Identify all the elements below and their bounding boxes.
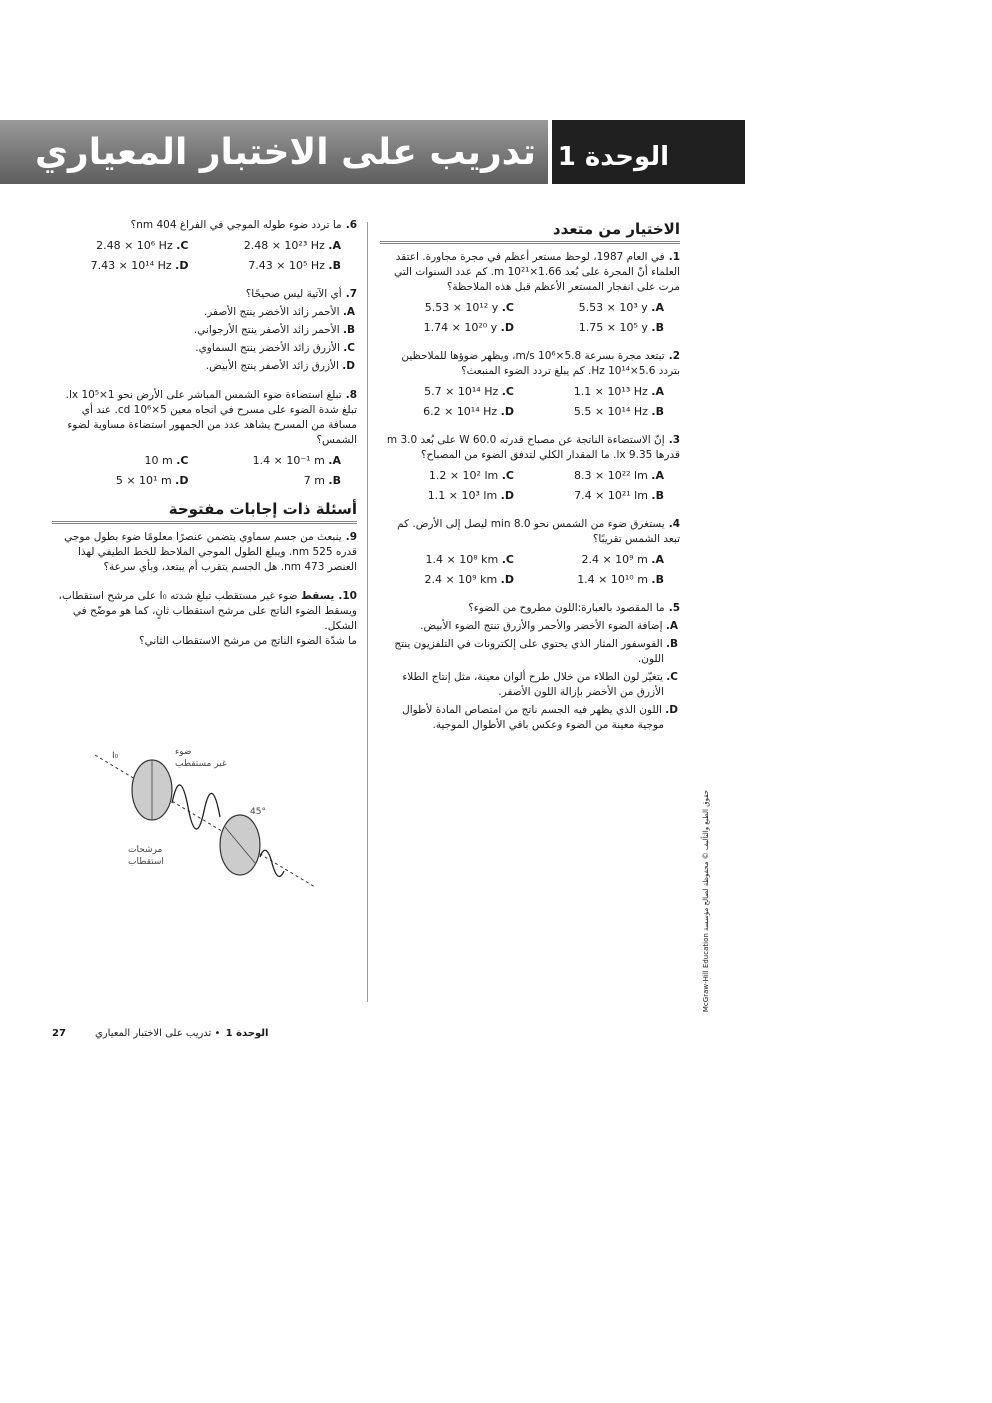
question-3 — [380, 433, 680, 503]
question-text: أي الآتية ليس صحيحًا؟ — [245, 288, 342, 300]
option-a[interactable]: A. 8.3 × 10²² lm — [574, 469, 664, 482]
option-b[interactable]: B. الفوسفور المثار الذي يحتوي على إلكترونات في التلفزيون ينتج اللون. — [394, 638, 678, 665]
option-d[interactable]: D. 2.4 × 10⁹ km — [424, 573, 514, 586]
option-c[interactable]: C. 5.53 × 10¹² y — [424, 301, 514, 314]
option-b[interactable]: B. 7.43 × 10⁵ Hz — [248, 259, 341, 272]
option-d[interactable]: D. 1.1 × 10³ lm — [427, 489, 514, 502]
question-8: 8.تبلغ استضاءة ضوء الشمس المباشر على الأرض نحو 1×10⁵ lx. تبلغ شدة الضوء على مسرح في اتجاه معين 5×10⁶ cd. عند أي مسافة من المسرح يشاهد عدد من الجمهور استضاءة مساوية لضوء الشمس؟ A. 1.4 × 10⁻¹ m C. 10 m B. 7 m D. 5 × 10¹ m — [52, 388, 357, 488]
page-number: 27 — [52, 1028, 66, 1039]
question-text: ضوء غير مستقطب تبلغ شدته I₀ على مرشح استقطاب، ويسقط الضوء الناتج على مرشح استقطاب ثانٍ، كما هو موضّح في الشكل. — [58, 590, 357, 632]
option-d[interactable]: D. اللون الذي يظهر فيه الجسم ناتج من امتصاص المادة لأطوال موجية معينة من الضوء وعكس باقي الأطوال الموجية. — [402, 704, 678, 731]
option-d[interactable]: D. الأزرق زائد الأصفر ينتج الأبيض. — [205, 360, 355, 372]
footer-unit: الوحدة 1 — [225, 1028, 269, 1039]
light-label: ضوء — [175, 747, 192, 757]
mc-heading: الاختيار من متعدد — [380, 222, 680, 244]
banner-left — [0, 120, 548, 184]
filters-label-1: مرشحات — [128, 845, 163, 855]
copyright-side-text: حقوق الطبع والتأليف © محفوظة لصالح مؤسسة McGraw-Hill Education — [702, 789, 710, 1013]
wave-out — [260, 850, 284, 876]
question-text: تبتعد مجرة بسرعة 5.8×10⁶ m/s، ويظهر ضوؤها للملاحظين بتردد 5.6×10¹⁴ Hz. كم يبلغ تردد الضوء المنبعث؟ — [401, 350, 680, 377]
filters-label-2: استقطاب — [128, 857, 164, 867]
option-d[interactable]: D. 1.74 × 10²⁰ y — [423, 321, 514, 334]
option-b[interactable]: B. الأحمر زائد الأصفر ينتج الأرجواني. — [193, 324, 355, 336]
option-b[interactable]: B. 5.5 × 10¹⁴ Hz — [573, 405, 664, 418]
option-c[interactable]: C. 5.7 × 10¹⁴ Hz — [424, 385, 514, 398]
polarizer-figure — [90, 745, 320, 895]
option-d[interactable]: D. 7.43 × 10¹⁴ Hz — [90, 259, 189, 272]
wave — [172, 785, 220, 829]
question-2 — [380, 349, 680, 419]
question-number: 2. — [668, 350, 680, 362]
question-1 — [380, 250, 680, 335]
question-number: 4. — [668, 518, 680, 530]
footer-bullet: • — [214, 1028, 221, 1039]
page-title: تدريب على الاختبار المعياري — [35, 132, 536, 173]
option-a[interactable]: A. 2.48 × 10²³ Hz — [243, 239, 341, 252]
option-c[interactable]: C. الأزرق زائد الأخضر ينتج السماوي. — [195, 342, 355, 354]
footer-title: تدريب على الاختبار المعياري — [95, 1028, 212, 1039]
option-c[interactable]: C. يتغيّر لون الطلاء من خلال طرح ألوان معينة، مثل إنتاج الطلاء الأزرق من الأخضر بإزالة اللون الأصفر. — [402, 671, 678, 698]
question-6: 6.ما تردد ضوء طوله الموجي في الفراغ 404 nm؟ A. 2.48 × 10²³ Hz C. 2.48 × 10⁶ Hz B. 7.43 × 10⁵ Hz D. 7.43 × 10¹⁴ Hz — [52, 218, 357, 273]
light-path — [95, 755, 315, 887]
footer — [95, 1028, 268, 1039]
option-d[interactable]: D. 6.2 × 10¹⁴ Hz — [423, 405, 514, 418]
option-a[interactable]: A. 5.53 × 10³ y — [578, 301, 664, 314]
option-a[interactable]: A. إضافة الضوء الأخضر والأحمر والأزرق تنتج الضوء الأبيض. — [420, 620, 678, 632]
option-b[interactable]: B. 1.75 × 10⁵ y — [578, 321, 664, 334]
question-text: ما تردد ضوء طوله الموجي في الفراغ 404 nm؟ — [130, 219, 342, 231]
i0-label: I₀ — [112, 751, 119, 761]
open-ended-heading: أسئلة ذات إجابات مفتوحة — [52, 502, 357, 524]
question-7: 7.أي الآتية ليس صحيحًا؟ A. الأحمر زائد الأخضر ينتج الأصفر. B. الأحمر زائد الأصفر ينتج الأرجواني. C. الأزرق زائد الأخضر ينتج السماوي. D. الأزرق زائد الأصفر ينتج الأبيض. — [52, 287, 357, 374]
unpolarized-label: غير مستقطب — [175, 759, 227, 769]
question-subtext: ما شدّة الضوء الناتج من مرشح الاستقطاب الثاني؟ — [139, 635, 357, 647]
question-text: ينبعث من جسم سماوي يتضمن عنصرًا معلومًا ضوء بطول موجي قدره 525 nm. ويبلغ الطول الموجي الملاحظ للخط الطيفي لهذا العنصر 473 nm. هل الجسم يتقرب أم يبتعد، وبأي سرعة؟ — [64, 531, 357, 573]
question-number: 3. — [668, 434, 680, 446]
option-b[interactable]: B. 7 m — [303, 474, 341, 487]
keyword: يسقط — [300, 590, 335, 602]
question-text: تبلغ استضاءة ضوء الشمس المباشر على الأرض نحو 1×10⁵ lx. تبلغ شدة الضوء على مسرح في اتجاه معين 5×10⁶ cd. عند أي مسافة من المسرح يشاهد عدد من الجمهور استضاءة مساوية لضوء الشمس؟ — [65, 389, 357, 446]
question-text: إنّ الاستضاءة الناتجة عن مصباح قدرته 60.0 W على بُعد 3.0 m قدرها 9.35 lx. ما المقدار الكلي لتدفق الضوء من المصباح؟ — [386, 434, 680, 461]
question-text: ما المقصود بالعبارة:اللون مطروح من الضوء؟ — [468, 602, 665, 614]
option-b[interactable]: B. 1.4 × 10¹⁰ m — [577, 573, 664, 586]
question-number: 5. — [668, 602, 680, 614]
option-a[interactable]: A. 2.4 × 10⁹ m — [581, 553, 664, 566]
question-text: يستغرق ضوء من الشمس نحو 8.0 min ليصل إلى الأرض. كم تبعد الشمس تقريبًا؟ — [397, 518, 680, 545]
question-9: 9.ينبعث من جسم سماوي يتضمن عنصرًا معلومًا ضوء بطول موجي قدره 525 nm. ويبلغ الطول الموجي الملاحظ للخط الطيفي لهذا العنصر 473 nm. هل الجسم يتقرب أم يبتعد، وبأي سرعة؟ — [64, 531, 357, 573]
option-c[interactable]: C. 1.2 × 10² lm — [428, 469, 514, 482]
question-number: 1. — [668, 251, 680, 263]
banner-right — [552, 120, 745, 184]
column-divider — [367, 222, 368, 1002]
question-10: 10.يسقط ضوء غير مستقطب تبلغ شدته I₀ على مرشح استقطاب، ويسقط الضوء الناتج على مرشح استقطاب ثانٍ، كما هو موضّح في الشكل. ما شدّة الضوء الناتج من مرشح الاستقطاب الثاني؟ — [52, 589, 357, 649]
option-a[interactable]: A. 1.1 × 10¹³ Hz — [573, 385, 664, 398]
option-c[interactable]: C. 10 m — [144, 454, 189, 467]
option-d[interactable]: D. 5 × 10¹ m — [115, 474, 189, 487]
question-text: في العام 1987، لوحظ مستعر أعظم في مجرة مجاورة. اعتقد العلماء أنّ المجرة على بُعد 1.66×10²¹ m. كم عدد السنوات التي مرت على انفجار المستعر الأعظم قبل هذه الملاحظة؟ — [393, 251, 680, 293]
option-b[interactable]: B. 7.4 × 10²¹ lm — [574, 489, 664, 502]
unit-label: الوحدة 1 — [557, 142, 669, 172]
option-a[interactable]: A. 1.4 × 10⁻¹ m — [252, 454, 341, 467]
angle-label: 45° — [250, 807, 266, 817]
left-column — [52, 218, 357, 663]
option-a[interactable]: A. الأحمر زائد الأخضر ينتج الأصفر. — [203, 306, 355, 318]
multiple-choice-column — [380, 222, 680, 747]
question-4 — [380, 517, 680, 587]
question-5 — [380, 601, 680, 733]
option-c[interactable]: C. 2.48 × 10⁶ Hz — [96, 239, 189, 252]
option-c[interactable]: C. 1.4 × 10⁸ km — [425, 553, 514, 566]
